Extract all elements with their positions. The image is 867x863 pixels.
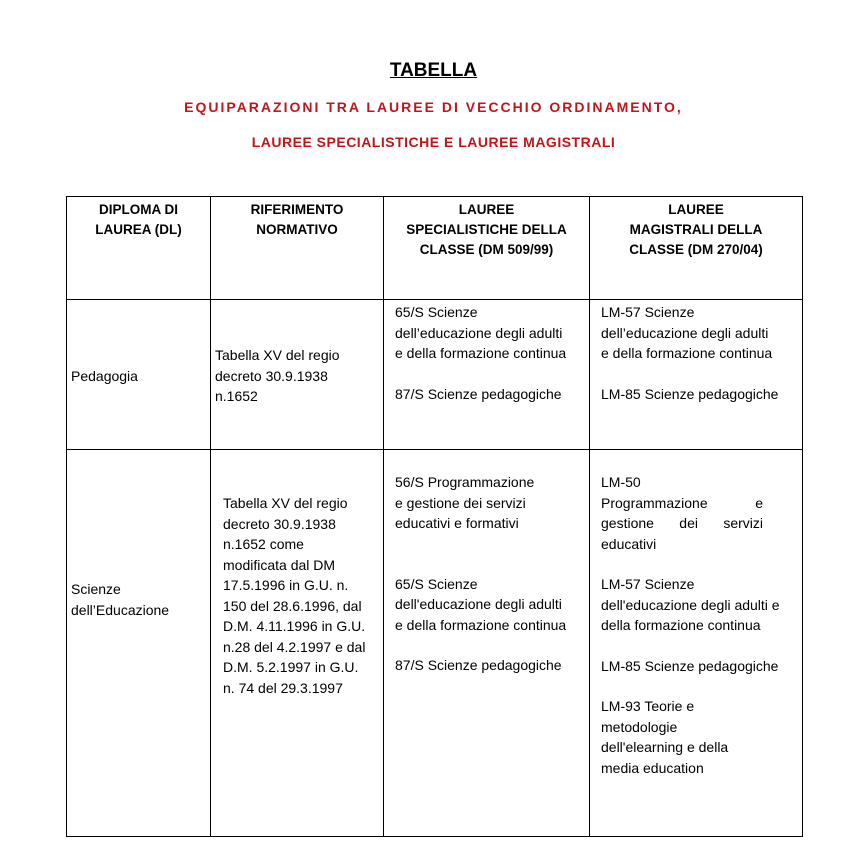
row2-specialistiche: 56/S Programmazione e gestione dei servizi educativi e formativi 65/S Scienze dell'educazione degli adulti e della formazione continua 87/S Scienze pedagogiche <box>395 474 567 673</box>
row2-diploma: Scienze dell’Educazione <box>71 581 170 618</box>
table-row-divider <box>66 449 803 450</box>
table-column-divider <box>383 196 384 837</box>
table-column-divider <box>589 196 590 837</box>
table-border-left <box>66 196 67 837</box>
row1-magistrali: LM-57 Scienze dell’educazione degli adulti e della formazione continua LM-85 Scienze pedagogiche <box>601 304 779 402</box>
subtitle-line-1: EQUIPARAZIONI TRA LAUREE DI VECCHIO ORDINAMENTO, <box>184 99 683 115</box>
row2-magistrali: LM-50 Programmazione e gestione dei servizi educativi LM-57 Scienze dell'educazione degli adulti e della formazione continua LM-85 Scienze pedagogiche LM-93 Teorie e metodologie dell'elearning e della media education <box>601 474 780 776</box>
row1-diploma: Pedagogia <box>71 368 138 384</box>
row2-riferimento: Tabella XV del regio decreto 30.9.1938 n.1652 come modificata dal DM 17.5.1996 in G.U. n. 150 del 28.6.1996, dal D.M. 4.11.1996 in G.U. n.28 del 4.2.1997 e dal D.M. 5.2.1997 in G.U. n. 74 del 29.3.1997 <box>223 495 366 696</box>
table-border-right <box>802 196 803 837</box>
header-magistrali: LAUREE MAGISTRALI DELLA CLASSE (DM 270/04) <box>629 202 763 257</box>
table-border-top <box>66 196 803 197</box>
table-row-divider <box>66 299 803 300</box>
row1-riferimento: Tabella XV del regio decreto 30.9.1938 n.1652 <box>215 347 340 404</box>
header-diploma: DIPLOMA DI LAUREA (DL) <box>95 202 182 237</box>
table-column-divider <box>210 196 211 837</box>
header-riferimento: RIFERIMENTO NORMATIVO <box>250 202 344 237</box>
page-title: TABELLA <box>389 60 478 81</box>
header-specialistiche: LAUREE SPECIALISTICHE DELLA CLASSE (DM 509/99) <box>406 202 567 257</box>
row1-specialistiche: 65/S Scienze dell’educazione degli adulti e della formazione continua 87/S Scienze pedagogiche <box>395 304 567 402</box>
table-border-bottom <box>66 836 803 837</box>
subtitle-line-2: LAUREE SPECIALISTICHE E LAUREE MAGISTRALI <box>251 134 616 150</box>
